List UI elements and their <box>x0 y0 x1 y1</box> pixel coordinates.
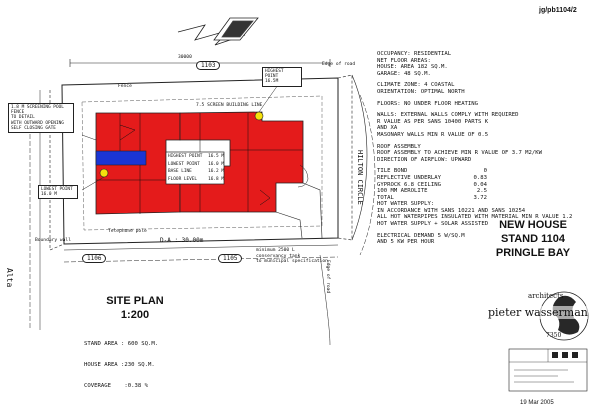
road-right-edge-label: Edge of road <box>325 260 330 294</box>
top-dimension: 30000 <box>178 55 192 60</box>
stand-label-bottom-left: 1106 <box>82 254 106 263</box>
levels-table: HIGHEST POINT 16.5 M LOWEST POINT 16.0 M BASE LINE 16.2 M FLOOR LEVEL 16.8 M <box>168 154 224 182</box>
highest-point-marker <box>255 112 263 120</box>
sewer-note: minimum 2500 L conservancy tank to municipal specification <box>256 248 328 265</box>
road-left-label: Alta <box>5 268 14 288</box>
architect-subtitle: architects <box>528 292 564 300</box>
site-plan-stats: STAND AREA : 600 SQ.M. HOUSE AREA :230 SQ.M. COVERAGE :0.38 % <box>84 341 159 389</box>
stamp-block <box>508 348 588 392</box>
notes-block: OCCUPANCY: RESIDENTIAL NET FLOOR AREAS: HOUSE: AREA 182 SQ.M. GARAGE: 48 SQ.M. CLIMATE ZONE: 4 COASTAL ORIENTATION: OPTIMAL NORTH FLOORS: NO UNDER FLOOR HEATING WALLS: EXTERNAL WALLS COMPLY WITH REQUIRED R VALUE AS PER SANS 10400 PARTS K AND XA MASONARY WALLS MIN R VALUE OF 0.5 ROOF ASSEMBLY ROOF ASSEMBLY TO ACHIEVE MIN R VALUE OF 3.7 M2/KW DIRECTION OF AIRFLOW: UPWARD TILE BOND 0 REFLECTIVE UNDERLAY 0.83 GYPROCK 6.8 CEILING 0.04 100 MM AEROLITE 2.5 TOTAL 3.72 HOT WATER SUPPLY: IN ACCORDANCE WITH SANS 10221 AND SANS 10254 ALL HOT WATERPIPES INSULATED WITH MATERIAL MIN R VALUE 1.2 HOT WATER SUPPLY + SOLAR ASSISTED ELECTRICAL DEMAND 5 W/SQ.M AND 5 KW PER HOUR <box>377 51 573 246</box>
telephone-pole-label: Telephone pole <box>108 229 147 234</box>
highest-point-callout: HIGHEST POINT 16.5M <box>262 67 302 87</box>
north-arrow-icon <box>178 18 258 45</box>
pool <box>96 151 146 165</box>
pool-fence-callout: 1.8 M SCREENING POOL FENCE TO DETAIL WITH OUTWARD OPENING SELF CLOSING GATE <box>8 103 74 133</box>
lowest-point-marker <box>100 169 108 177</box>
road-bottom-dimension: D-A : 30.00m <box>160 237 204 244</box>
project-title: NEW HOUSE STAND 1104 PRINGLE BAY <box>495 219 571 259</box>
site-plan-title: SITE PLAN 1:200 <box>106 295 164 321</box>
fence-label: Fence <box>118 84 132 89</box>
architect-logo <box>488 288 596 346</box>
building-line-label: 7.5 SCREEN BUILDING LINE <box>196 103 263 108</box>
drawing-reference: jg/pb1104/2 <box>539 7 577 14</box>
road-right-label: HILTON CIRCLE <box>356 150 364 205</box>
boundary-wall-label: Boundary wall <box>35 238 71 243</box>
stand-label-bottom-right: 1105 <box>218 254 242 263</box>
stand-label-top: 1103 <box>196 61 220 70</box>
stamp-graphic <box>508 348 588 392</box>
drawing-date: 19 Mar 2005 <box>520 400 554 406</box>
architect-name: pieter wasserman <box>488 306 588 319</box>
edge-of-road-label: Edge of road <box>322 62 356 67</box>
lowest-point-callout: LOWEST POINT 16.0 M <box>38 185 78 199</box>
architect-reg: 7350 <box>546 332 562 339</box>
